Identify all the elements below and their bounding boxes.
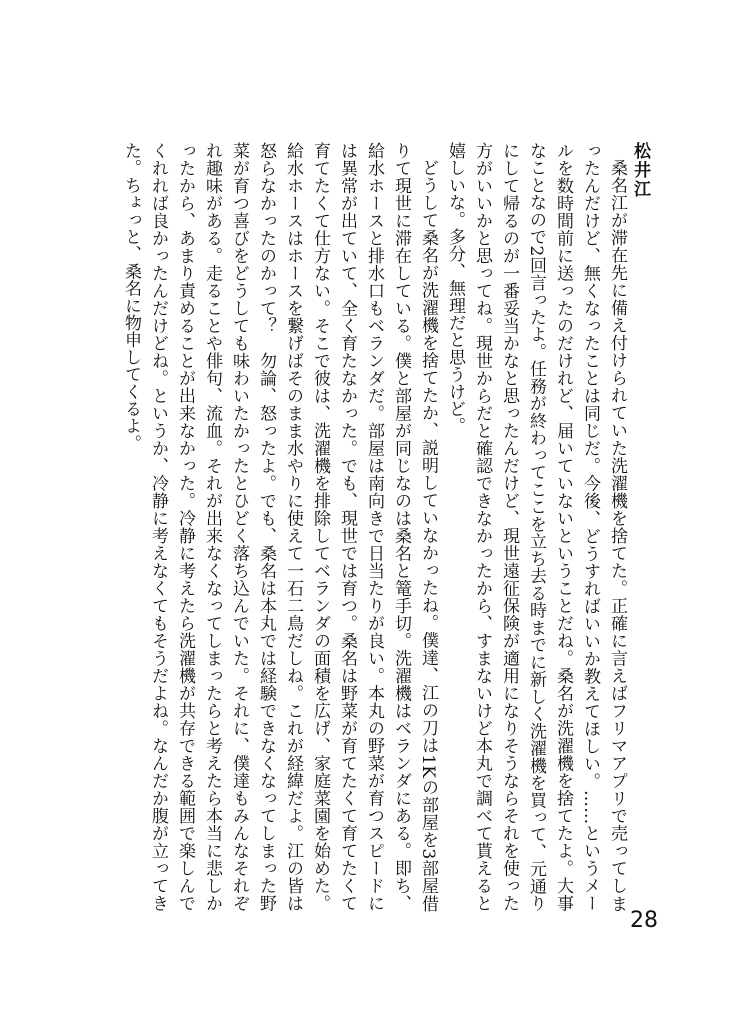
paragraph: 桑名江が滞在先に備え付けられていた洗濯機を捨てた。正確に言えばフリマアプリで売ってしまったんだけど、無くなったことは同じだ。今後、どうすればいいか教えてほしい。……というメールを数時間前に送ったのだけれど、届いていないということだね。桑名が洗濯機を捨てたよ。大事なことなので2回言ったよ。任務が終わってここを立ち去る時までに新しく洗濯機を買って、元通りにして帰るのが一番妥当かなと思ったんだけど、現世遠征保険が適用になりそうならそれを使った方がいいかと思ってね。現世からだと確認できなかったから、すまないけど本丸で調べて貰えると嬉しいな。多分、無理だと思うけど。 <box>445 142 627 912</box>
author-name: 松井江 <box>630 142 650 199</box>
body-text <box>121 142 630 912</box>
page-number: 28 <box>630 908 658 933</box>
paragraph: どうして桑名が洗濯機を捨てたか、説明していなかったね。僕達、江の刀は1Kの部屋を3部屋借りて現世に滞在している。僕と部屋が同じなのは桑名と篭手切。洗濯機はベランダにある。即ち、給水ホースと排水口もベランダだ。部屋は南向きで日当たりが良い。本丸の野菜が育つスピードには異常が出ていて、全く育たなかった。でも、現世では育つ。桑名は野菜が育てたくて育てたくて育てたくて仕方ない。そこで彼は、洗濯機を排除してベランダの面積を広げ、家庭菜園を始めた。給水ホースはホースを繋げばそのまま水やりに使えて一石二鳥だしね。これが経緯だよ。江の皆は怒らなかったのかって？ 勿論、怒ったよ。でも、桑名は本丸では経験できなくなってしまった野菜が育つ喜びをどうしても味わいたかったとひどく落ち込んでいた。それに、僕達もみんなそれぞれ趣味がある。走ることや俳句、流血。それが出来なくなってしまったらと考えたら本当に悲しかったから、あまり責めることが出来なかった。冷静に考えたら洗濯機が共存できる範囲で楽しんでくれれば良かったんだけどね。というか、冷静に考えなくてもそうだよね。なんだか腹が立ってきた。ちょっと、桑名に物申してくるよ。 <box>121 142 438 912</box>
